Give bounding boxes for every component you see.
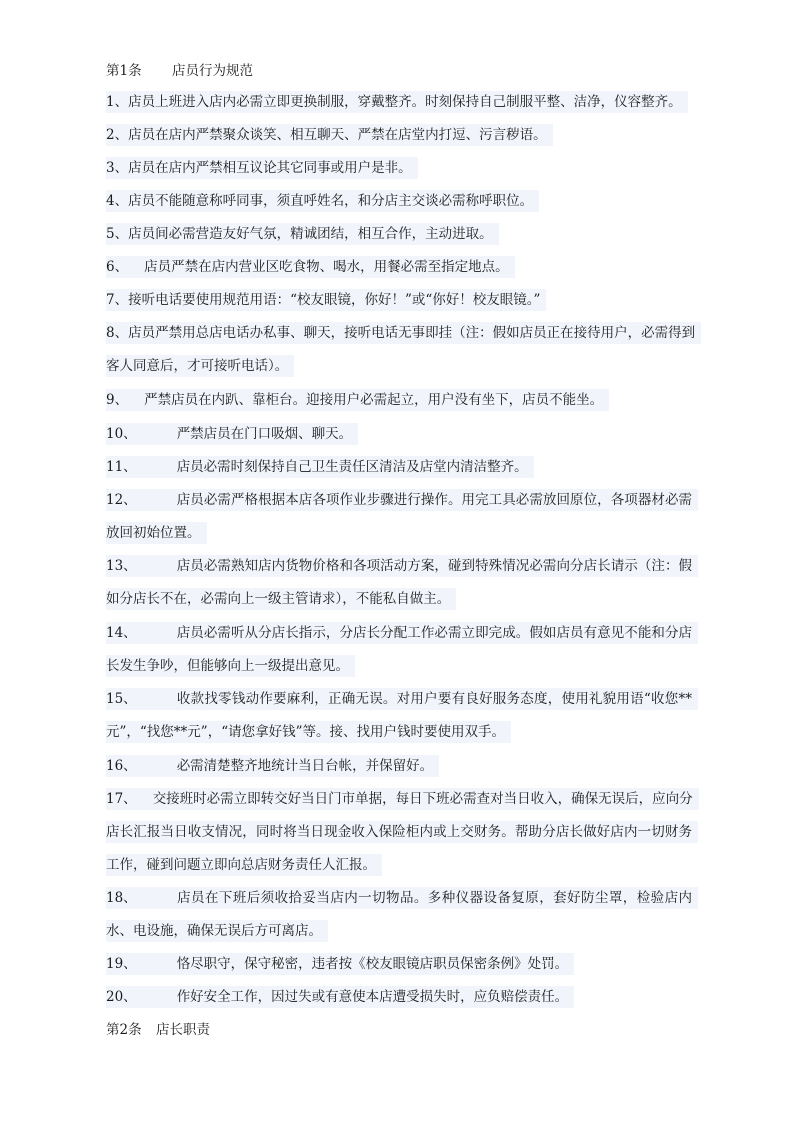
list-item	[106, 783, 698, 882]
item-text: 店员在店内严禁聚众谈笑、相互聊天、严禁在店堂内打逗、污言秽语。	[128, 127, 547, 143]
item-text: 店员在下班后须收拾妥当店内一切物品。多种仪器设备复原，套好防尘罩，检验店内水、电设施，确保无误后方可离店。	[106, 890, 692, 939]
list-item	[106, 251, 698, 284]
item-number: 20、	[106, 989, 137, 1005]
list-item	[106, 617, 698, 683]
item-text: 店员必需熟知店内货物价格和各项活动方案，碰到特殊情况必需向分店长请示（注：假如分店长不在，必需向上一级主管请求），不能私自做主。	[106, 558, 692, 607]
list-item	[106, 185, 698, 218]
list-item	[106, 882, 698, 948]
section-1-heading	[106, 61, 253, 81]
item-number: 15、	[106, 691, 137, 707]
item-number: 19、	[106, 956, 137, 972]
list-item	[106, 550, 698, 616]
item-number: 12、	[106, 492, 137, 508]
item-number: 17、	[106, 791, 137, 807]
list-item	[106, 86, 698, 119]
list-item	[106, 218, 698, 251]
list-item	[106, 981, 698, 1014]
item-number: 4、	[106, 193, 129, 209]
list-item	[106, 683, 698, 749]
section-2-label: 第2条	[106, 1022, 142, 1038]
item-number: 9、	[106, 392, 129, 408]
item-number: 18、	[106, 890, 137, 906]
section-1-name: 店员行为规范	[172, 63, 253, 79]
item-text: 收款找零钱动作要麻利，正确无误。对用户要有良好服务态度，使用礼貌用语“收您**元”，“找您**元”，“请您拿好钱”等。接、找用户钱时要使用双手。	[106, 691, 692, 740]
item-text: 接听电话要使用规范用语：“校友眼镜，你好！”或“你好！校友眼镜。”	[128, 292, 541, 308]
item-text: 必需清楚整齐地统计当日台帐，并保留好。	[176, 758, 434, 774]
item-text: 严禁店员在内趴、靠柜台。迎接用户必需起立，用户没有坐下，店员不能坐。	[144, 392, 604, 408]
item-text: 店员必需严格根据本店各项作业步骤进行操作。用完工具必需放回原位，各项器材必需放回初始位置。	[106, 492, 692, 541]
item-text: 店员必需时刻保持自己卫生责任区清洁及店堂内清洁整齐。	[176, 459, 528, 475]
item-number: 10、	[106, 426, 137, 442]
item-number: 8、	[106, 325, 129, 341]
item-text: 店员不能随意称呼同事，须直呼姓名，和分店主交谈必需称呼职位。	[128, 193, 534, 209]
item-number: 5、	[106, 226, 129, 242]
list-item	[106, 284, 698, 317]
item-number: 3、	[106, 160, 129, 176]
list-item	[106, 451, 698, 484]
item-text: 严禁店员在门口吸烟、聊天。	[176, 426, 353, 442]
section-2-name: 店长职责	[156, 1022, 210, 1038]
item-text: 恪尽职守，保守秘密，违者按《校友眼镜店职员保密条例》处罚。	[176, 956, 569, 972]
list-item	[106, 152, 698, 185]
item-text: 作好安全工作，因过失或有意使本店遭受损失时，应负赔偿责任。	[176, 989, 569, 1005]
item-text: 店员间必需营造友好气氛，精诚团结，相互合作，主动进取。	[128, 226, 493, 242]
item-number: 7、	[106, 292, 129, 308]
list-item	[106, 750, 698, 783]
item-number: 11、	[106, 459, 137, 475]
section-2-heading	[106, 1020, 210, 1040]
list-item	[106, 418, 698, 451]
list-item	[106, 384, 698, 417]
item-number: 16、	[106, 758, 137, 774]
item-text: 交接班时必需立即转交好当日门市单据，每日下班必需查对当日收入，确保无误后，应向分店长汇报当日收支情况，同时将当日现金收入保险柜内或上交财务。帮助分店长做好店内一切财务工作，碰到问题立即向总店财务责任人汇报。	[106, 791, 693, 873]
item-number: 6、	[106, 259, 129, 275]
item-text: 店员严禁在店内营业区吃食物、喝水，用餐必需至指定地点。	[144, 259, 509, 275]
list-item	[106, 317, 698, 383]
item-text: 店员在店内严禁相互议论其它同事或用户是非。	[128, 160, 412, 176]
section-1-label: 第1条	[106, 63, 142, 79]
item-number: 1、	[106, 94, 129, 110]
list-item	[106, 119, 698, 152]
item-text: 店员必需听从分店长指示，分店长分配工作必需立即完成。假如店员有意见不能和分店长发生争吵，但能够向上一级提出意见。	[106, 625, 692, 674]
item-number: 2、	[106, 127, 129, 143]
item-number: 14、	[106, 625, 137, 641]
item-text: 店员上班进入店内必需立即更换制服，穿戴整齐。时刻保持自己制服平整、洁净，仪容整齐。	[128, 94, 682, 110]
item-text: 店员严禁用总店电话办私事、聊天，接听电话无事即挂（注：假如店员正在接待用户，必需得到客人同意后，才可接听电话）。	[106, 325, 696, 374]
item-number: 13、	[106, 558, 137, 574]
list-item	[106, 948, 698, 981]
list-item	[106, 484, 698, 550]
